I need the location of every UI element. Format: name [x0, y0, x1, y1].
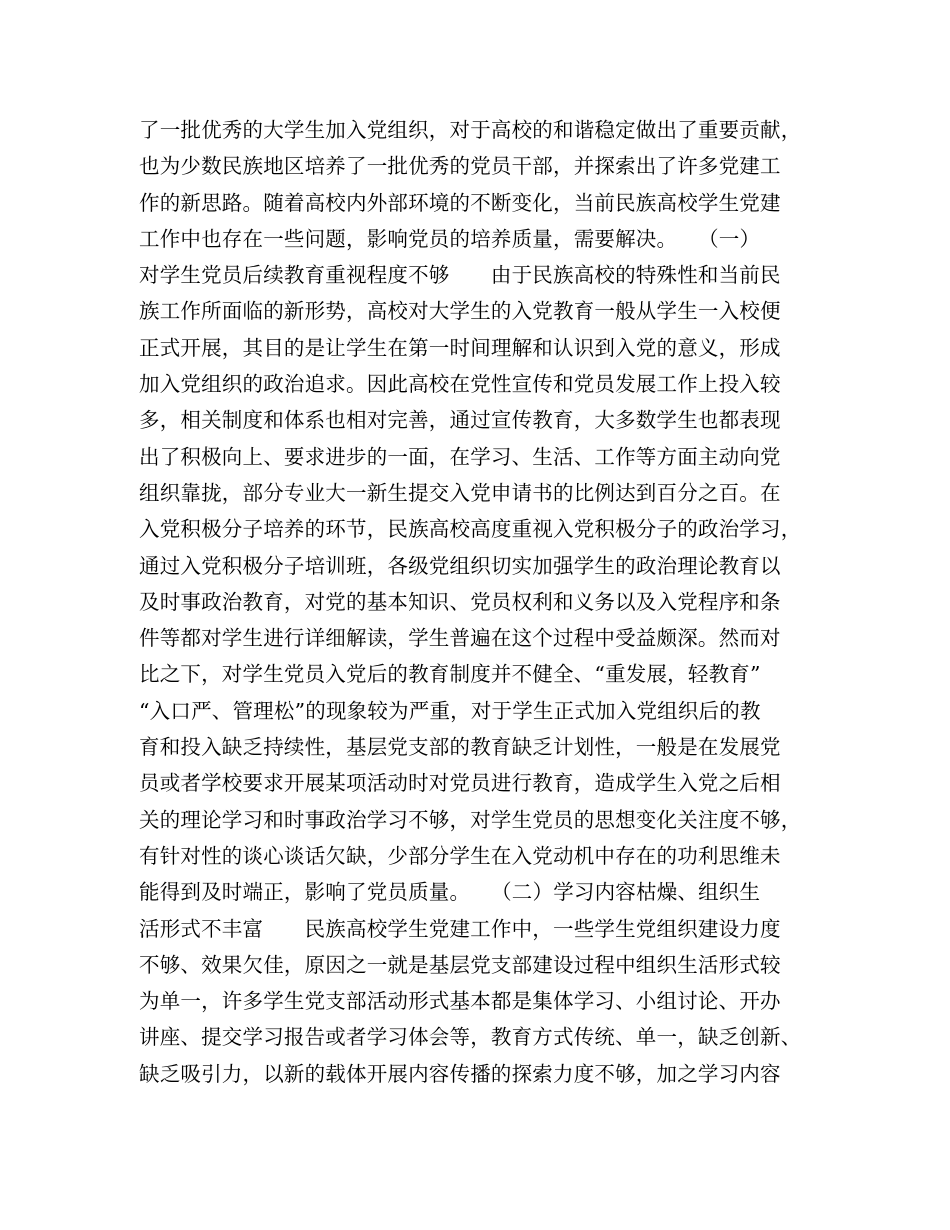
text-line: 组织靠拢，部分专业大一新生提交入党申请书的比例达到百分之百。在 — [139, 480, 781, 505]
text-line: 讲座、提交学习报告或者学习体会等，教育方式传统、单一，缺乏创新、 — [139, 1025, 802, 1050]
text-line: 缺乏吸引力，以新的载体开展内容传播的探索力度不够，加之学习内容 — [139, 1061, 781, 1086]
text-line: “入口严、管理松”的现象较为严重，对于学生正式加入党组织后的教 — [139, 698, 761, 723]
text-line: 为单一，许多学生党支部活动形式基本都是集体学习、小组讨论、开办 — [139, 989, 781, 1014]
text-line: 也为少数民族地区培养了一批优秀的党员干部，并探索出了许多党建工 — [139, 154, 781, 179]
text-line: 通过入党积极分子培训班，各级党组织切实加强学生的政治理论教育以 — [139, 553, 781, 578]
text-line: 多，相关制度和体系也相对完善，通过宣传教育，大多数学生也都表现 — [139, 408, 781, 433]
text-line: 正式开展，其目的是让学生在第一时间理解和认识到入党的意义，形成 — [139, 335, 781, 360]
text-line: 加入党组织的政治追求。因此高校在党性宣传和党员发展工作上投入较 — [139, 372, 781, 397]
text-line: 对学生党员后续教育重视程度不够 由于民族高校的特殊性和当前民 — [139, 263, 781, 288]
body-text — [139, 112, 839, 1092]
text-line: 能得到及时端正，影响了党员质量。 （二）学习内容枯燥、组织生 — [139, 880, 761, 905]
text-line: 出了积极向上、要求进步的一面，在学习、生活、工作等方面主动向党 — [139, 444, 781, 469]
text-line: 作的新思路。随着高校内外部环境的不断变化，当前民族高校学生党建 — [139, 190, 781, 215]
text-line: 活形式不丰富 民族高校学生党建工作中，一些学生党组织建设力度 — [139, 916, 781, 941]
text-line: 关的理论学习和时事政治学习不够，对学生党员的思想变化关注度不够， — [139, 807, 802, 832]
text-line: 员或者学校要求开展某项活动时对党员进行教育，造成学生入党之后相 — [139, 771, 781, 796]
text-line: 工作中也存在一些问题，影响党员的培养质量，需要解决。 （一） — [139, 226, 761, 251]
text-line: 及时事政治教育，对党的基本知识、党员权利和义务以及入党程序和条 — [139, 589, 781, 614]
text-line: 育和投入缺乏持续性，基层党支部的教育缺乏计划性，一般是在发展党 — [139, 735, 781, 760]
text-line: 比之下，对学生党员入党后的教育制度并不健全、“重发展，轻教育” — [139, 662, 761, 687]
text-line: 不够、效果欠佳，原因之一就是基层党支部建设过程中组织生活形式较 — [139, 952, 781, 977]
text-line: 族工作所面临的新形势，高校对大学生的入党教育一般从学生一入校便 — [139, 299, 781, 324]
text-line: 件等都对学生进行详细解读，学生普遍在这个过程中受益颇深。然而对 — [139, 626, 781, 651]
text-line: 入党积极分子培养的环节，民族高校高度重视入党积极分子的政治学习， — [139, 517, 802, 542]
text-line: 了一批优秀的大学生加入党组织，对于高校的和谐稳定做出了重要贡献， — [139, 118, 802, 142]
text-line: 有针对性的谈心谈话欠缺，少部分学生在入党动机中存在的功利思维未 — [139, 843, 781, 868]
